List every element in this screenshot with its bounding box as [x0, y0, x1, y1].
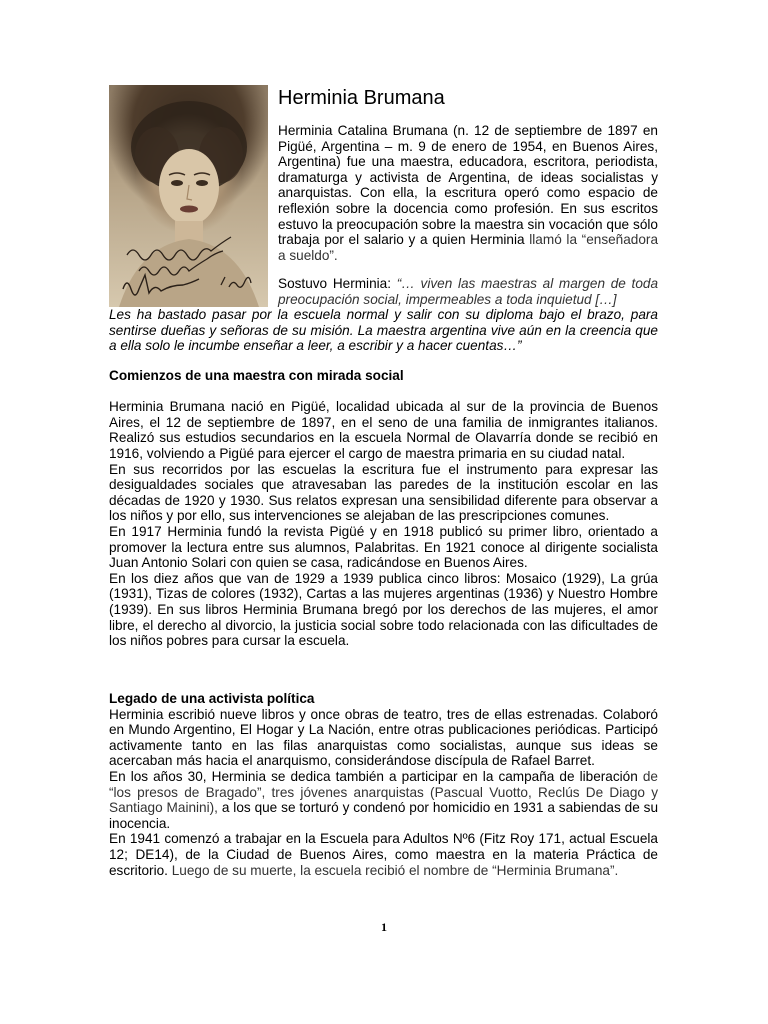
quote-body: Les ha bastado pasar por la escuela normal y salir con su diploma bajo el brazo, para sentirse dueñas y señoras de su misión. La maestra argentina vive aún en la creencia que a ella solo le incumbe enseñar a leer, a escribir y a hacer cuentas…” [109, 307, 658, 354]
section-comienzos [109, 368, 658, 649]
section-paragraph: Herminia Brumana nació en Pigüé, localidad ubicada al sur de la provincia de Buenos Aires, el 12 de septiembre de 1897, en el seno de una familia de inmigrantes italianos. Realizó sus estudios secundarios en la escuela Normal de Olavarría donde se recibió en 1916, volviendo a Pigüé para ejercer el cargo de maestra primaria en su ciudad natal. [109, 399, 658, 461]
section-paragraph: En los diez años que van de 1929 a 1939 publica cinco libros: Mosaico (1929), La grúa (1931), Tizas de colores (1932), Cartas a las mujeres argentinas (1936) y Nuestro Hombre (1939). En sus libros Herminia Brumana bregó por los derechos de las mujeres, el amor libre, el derecho al divorcio, la justicia social sobre todo relacionada con las dificultades de los niños pobres para cursar la escuela. [109, 570, 658, 649]
section-legado [109, 691, 658, 878]
section-heading: Legado de una activista política [109, 691, 315, 706]
page-number: 1 [381, 920, 387, 934]
paragraph-text-dim: de “los presos de Bragado”, tres jóvenes anarquistas (Pascual Vuotto, Reclús De Diago y Santiago Mainini), [109, 768, 658, 816]
section-paragraph [109, 769, 658, 831]
section-paragraph: En sus recorridos por las escuelas la escritura fue el instrumento para expresar las desigualdades sociales que atravesaban las paredes de la institución escolar en las décadas de 1920 y 1930. Sus relatos expresan una sensibilidad diferente para observar a los niños y por ello, sus intervenciones se alejaban de las prescripciones comunes. [109, 461, 658, 524]
portrait-photo [109, 85, 268, 307]
section-paragraph: Herminia escribió nueve libros y once obras de teatro, tres de ellas estrenadas. Colaboró en Mundo Argentino, El Hogar y La Nación, entre otras publicaciones periódicas. Participó activamente tanto en las filas anarquistas como socialistas, aunque sus ideas se acercaban más hacia el anarquismo, considerándose discípula de Rafael Barret. [109, 706, 658, 769]
quote-lead-text: “… viven las maestras al margen de toda preocupación social, impermeables a toda inquietud […] [278, 276, 659, 307]
intro-text: Herminia Catalina Brumana (n. 12 de septiembre de 1897 en Pigüé, Argentina – m. 9 de enero de 1954, en Buenos Aires, Argentina) fue una maestra, educadora, escritora, periodista, dramaturga y activista de Argentina, de ideas socialistas y anarquistas. Con ella, la escritura operó como espacio de reflexión sobre la docencia como profesión. En sus escritos estuvo la preocupación sobre la maestra sin vocación que sólo trabaja por el salario y a quien Herminia [278, 123, 658, 248]
section-heading: Comienzos de una maestra con mirada social [109, 368, 404, 383]
intro-paragraph [278, 123, 658, 263]
quote-lead [278, 276, 658, 307]
document-title: Herminia Brumana [278, 87, 445, 109]
portrait-drawing [109, 85, 268, 307]
paragraph-text: En 1941 comenzó a trabajar en la Escuela para Adultos Nº6 (Fitz Roy 171, actual Escuela 12; DE14), de la Ciudad de Buenos Aires, como maestra en la materia Práctica de escritorio. [109, 831, 658, 878]
section-paragraph: En 1917 Herminia fundó la revista Pigüé y en 1918 publicó su primer libro, orientado a promover la lectura entre sus alumnos, Palabritas. En 1921 conoce al dirigente socialista Juan Antonio Solari con quien se casa, radicándose en Buenos Aires. [109, 523, 658, 571]
paragraph-text: a los que se torturó y condenó por homicidio en 1931 a sabiendas de su inocencia. [109, 800, 659, 831]
intro-text-end: llamó la “enseñadora a sueldo”. [278, 232, 659, 263]
quote-lead-label: Sostuvo Herminia: [278, 276, 391, 291]
paragraph-text: En los años 30, Herminia se dedica también a participar en la campaña de liberación [109, 768, 638, 784]
paragraph-text-dim: Luego de su muerte, la escuela recibió el nombre de “Herminia Brumana”. [171, 862, 619, 878]
section-paragraph [109, 831, 658, 878]
